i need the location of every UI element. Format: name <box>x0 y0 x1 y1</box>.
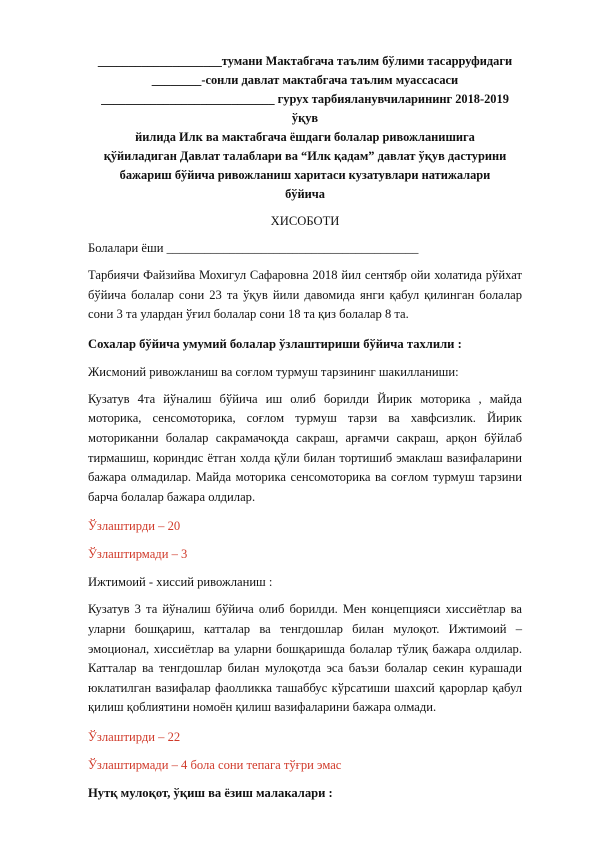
header-line-5: қўйиладиган Давлат талаблари ва “Илк қадам” давлат ўқув дастурини <box>103 149 507 163</box>
physical-mastered: Ўзлаштирди – 20 <box>88 519 181 534</box>
speech-title: Нутқ мулоқот, ўқиш ва ёзиш малакалари : <box>88 785 333 800</box>
document-header <box>88 52 522 204</box>
social-title: Ижтимоий - хиссий ривожланиш : <box>88 575 273 590</box>
age-line: Болалари ёши ________________________________________ <box>88 241 419 255</box>
intro-paragraph: Тарбиячи Файзийва Мохигул Сафаровна 2018 йил сентябр ойи холатида рўйхат бўйича болалар сони 23 та ўқув йили давомида янги қабул қилинган болалар сони 3 та улардан ўғил болалар сони 18 та қиз болалар 8 та. <box>88 268 522 322</box>
social-not-mastered: Ўзлаштирмади – 4 бола сони тепага тўғри эмас <box>88 757 342 772</box>
physical-not-mastered: Ўзлаштирмади – 3 <box>88 547 188 562</box>
social-text: Кузатув 3 та йўналиш бўйича олиб борилди. Мен концепцияси хиссиётлар ва уларни бошқариш, катталар ва тенгдошлар билан мулоқот. Ижтимоий – эмоционал, хиссиётлар ва уларни бошқаришда болалар тўлиқ бажара олдилар. Катталар ва тенгдошлар билан мулоқотда эса баъзи болалар секин курашади юклатилган вазифалар фаолликка ташаббус кўрсатиши шахсий қарорлар қабул қилиш қоблиятини номоён қилиш вазифаларини бажара олмади. <box>88 602 522 715</box>
header-line-7: бўйича <box>285 187 325 201</box>
report-title: ХИСОБОТИ <box>270 214 340 228</box>
header-line-2: ________-сонли давлат мактабгача таълим муассасаси <box>151 73 459 87</box>
physical-text: Кузатув 4та йўналиш бўйича иш олиб борилди Йирик моторика , майда моторика, сенсомоторика, соғлом турмуш тарзи ва хавфсизлик. Йирик моториканни болалар сакрамачоқда сакраш, арғамчи сакраш, арқон бўйлаб тирмашиш, кориндис ётган холда қўли билан тортишиб эмаклаш вазифаларини бажара олмадилар. Майда моторика сенсомоторика ва соғлом турмуш тарзини барча болалар бажара олдилар. <box>88 391 522 504</box>
header-line-3: ____________________________ гурух тарбияланувчиларининг 2018-2019 ўқув <box>101 92 509 125</box>
physical-title: Жисмоний ривожланиш ва соғлом турмуш тарзининг шакилланиши: <box>88 364 459 379</box>
social-mastered: Ўзлаштирди – 22 <box>88 729 181 744</box>
header-line-1: ____________________тумани Мактабгача таълим бўлими тасарруфидаги <box>97 54 513 68</box>
header-line-4: йилида Илк ва мактабгача ёшдаги болалар ривожланишига <box>135 130 475 144</box>
header-line-6: бажариш бўйича ривожланиш харитаси кузатувлари натижалари <box>119 168 491 182</box>
section-title: Сохалар бўйича умумий болалар ўзлаштириши бўйича тахлили : <box>88 336 462 351</box>
